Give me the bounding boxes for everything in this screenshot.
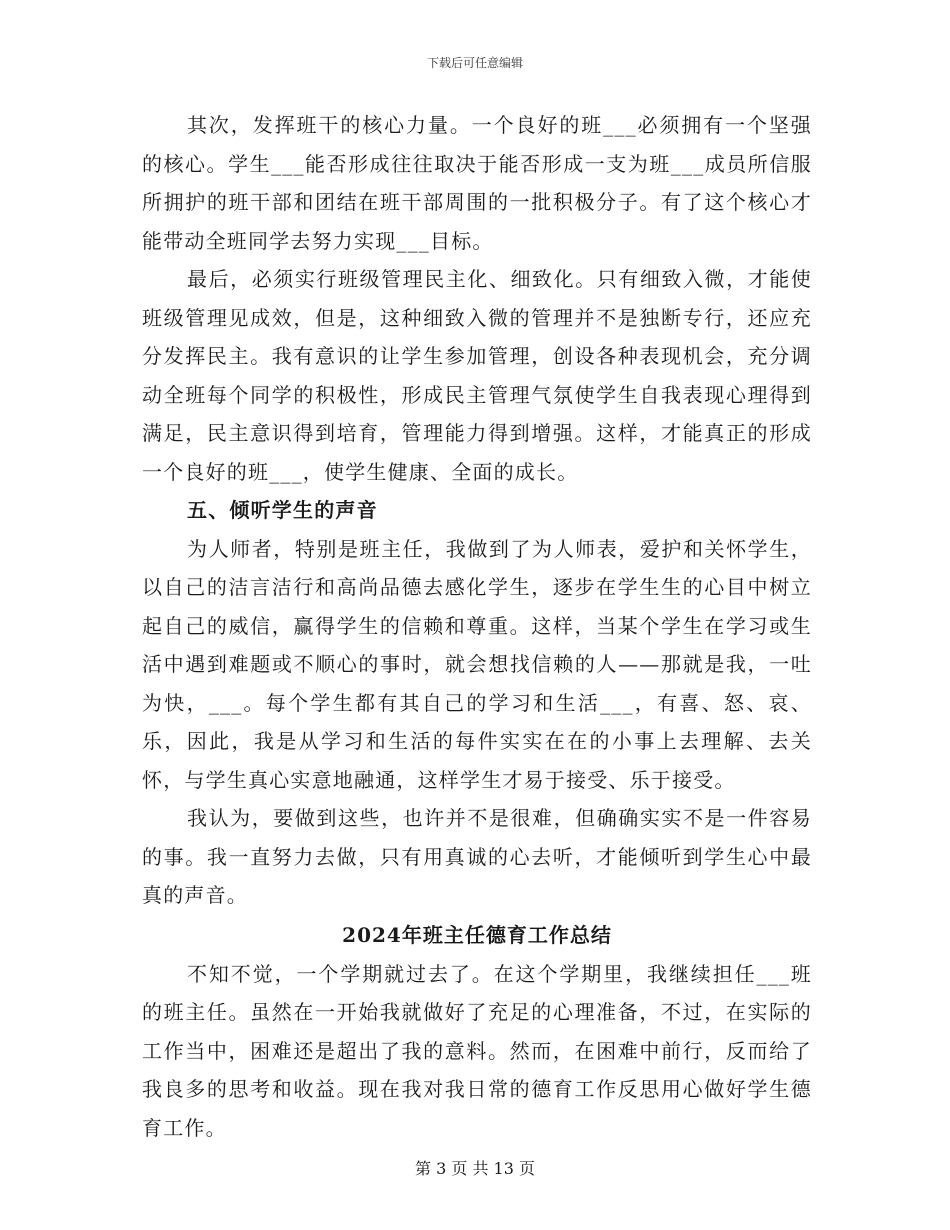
paragraph: 为人师者，特别是班主任，我做到了为人师表，爱护和关怀学生，以自己的洁言洁行和高尚品德去感化学生，逐步在学生生的心目中树立起自己的威信，赢得学生的信赖和尊重。这样，当某个学生在学习或生活中遇到难题或不顺心的事时，就会想找信赖的人——那就是我，一吐为快，___。每个学生都有其自己的学习和生活___，有喜、怒、哀、乐，因此，我是从学习和生活的每件实实在在的小事上去理解、去关怀，与学生真心实意地融通，这样学生才易于接受、乐于接受。 bbox=[142, 536, 812, 792]
paragraph: 最后，必须实行班级管理民主化、细致化。只有细致入微，才能使班级管理见成效，但是，这种细致入微的管理并不是独断专行，还应充分发挥民主。我有意识的让学生参加管理，创设各种表现机会，充分调动全班每个同学的积极性，形成民主管理气氛使学生自我表现心理得到满足，民主意识得到培育，管理能力得到增强。这样，才能真正的形成一个良好的班___，使学生健康、全面的成长。 bbox=[142, 267, 812, 484]
section-heading: 五、倾听学生的声音 bbox=[187, 498, 378, 522]
paragraph: 其次，发挥班干的核心力量。一个良好的班___必须拥有一个坚强的核心。学生___能否形成往往取决于能否形成一支为班___成员所信服所拥护的班干部和团结在班干部周围的一批积极分子。有了这个核心才能带动全班同学去努力实现___目标。 bbox=[142, 113, 812, 253]
paragraph: 我认为，要做到这些，也许并不是很难，但确确实实不是一件容易的事。我一直努力去做，只有用真诚的心去听，才能倾听到学生心中最真的声音。 bbox=[142, 806, 812, 907]
document-body bbox=[142, 106, 812, 1147]
header-note: 下载后可任意编辑 bbox=[426, 56, 523, 70]
document-title: 2024年班主任德育工作总结 bbox=[342, 922, 612, 947]
page-number: 第 3 页 共 13 页 bbox=[415, 1159, 535, 1178]
paragraph: 不知不觉，一个学期就过去了。在这个学期里，我继续担任___班的班主任。虽然在一开始我就做好了充足的心理准备，不过，在实际的工作当中，困难还是超出了我的意料。然而，在困难中前行，反而给了我良多的思考和收益。现在我对我日常的德育工作反思用心做好学生德育工作。 bbox=[142, 961, 812, 1140]
